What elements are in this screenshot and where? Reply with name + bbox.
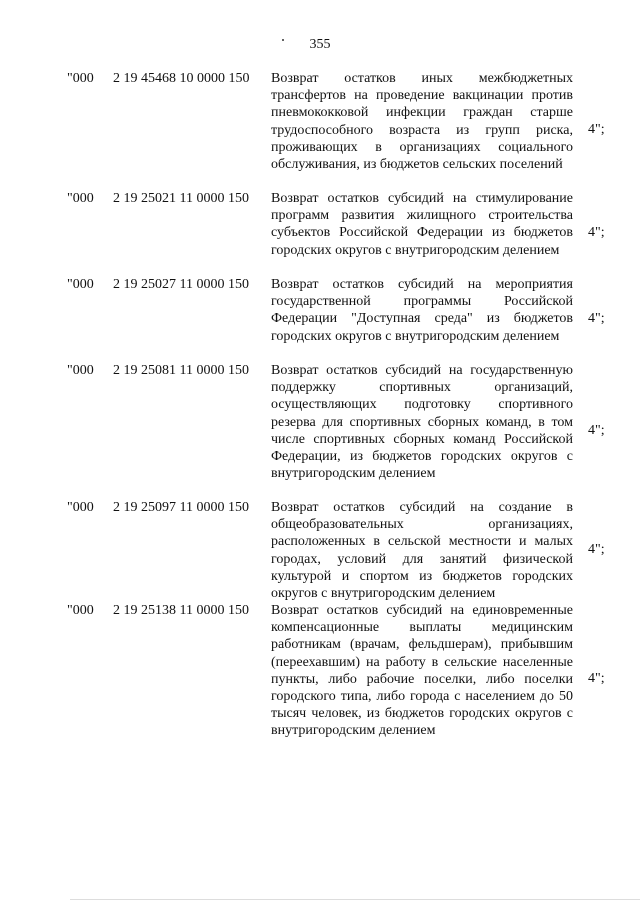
row-suffix: 4"; bbox=[588, 423, 605, 438]
budget-classification-code: 2 19 25081 11 0000 150 bbox=[113, 363, 249, 378]
row-description: Возврат остатков иных межбюджетных трансфертов на проведение вакцинации против пневмококковой инфекции граждан старше трудоспособного возраста из групп риска, проживающих в организациях социального обслуживания, из бюджетов сельских поселений bbox=[271, 71, 573, 173]
budget-classification-code: 2 19 25097 11 0000 150 bbox=[113, 500, 249, 515]
row-suffix: 4"; bbox=[588, 225, 605, 240]
row-prefix: "000 bbox=[67, 71, 94, 86]
budget-classification-code: 2 19 25027 11 0000 150 bbox=[113, 277, 249, 292]
row-suffix: 4"; bbox=[588, 122, 605, 137]
row-prefix: "000 bbox=[67, 603, 94, 618]
scan-speck bbox=[282, 39, 284, 41]
table-row bbox=[0, 70, 640, 190]
row-description: Возврат остатков субсидий на государственную поддержку спортивных организаций, осуществляющих подготовку спортивного резерва для спортивных сборных команд, в том числе спортивных сборных команд Российской Федерации, из бюджетов городских округов с внутригородским делением bbox=[271, 363, 573, 482]
row-prefix: "000 bbox=[67, 500, 94, 515]
row-prefix: "000 bbox=[67, 363, 94, 378]
row-description: Возврат остатков субсидий на стимулирование программ развития жилищного строительства субъектов Российской Федерации из бюджетов городских округов с внутригородским делением bbox=[271, 191, 573, 258]
row-suffix: 4"; bbox=[588, 542, 605, 557]
table-row bbox=[0, 362, 640, 499]
table-row bbox=[0, 602, 640, 774]
row-description: Возврат остатков субсидий на создание в общеобразовательных организациях, расположенных в сельской местности и малых городах, условий для занятий физической культурой и спортом из бюджетов городских округов с внутригородским делением bbox=[271, 500, 573, 602]
row-suffix: 4"; bbox=[588, 671, 605, 686]
row-suffix: 4"; bbox=[588, 311, 605, 326]
scan-edge-line bbox=[70, 899, 640, 900]
row-prefix: "000 bbox=[67, 191, 94, 206]
row-description: Возврат остатков субсидий на мероприятия государственной программы Российской Федерации "Доступная среда" из бюджетов городских округов с внутригородским делением bbox=[271, 277, 573, 344]
row-description: Возврат остатков субсидий на единовременные компенсационные выплаты медицинским работникам (врачам, фельдшерам), прибывшим (переехавшим) на работу в сельские населенные пункты, либо рабочие поселки, либо поселки городского типа, либо города с населением до 50 тысяч человек, из бюджетов городских округов с внутригородским делением bbox=[271, 603, 573, 739]
table-row bbox=[0, 190, 640, 276]
table-row bbox=[0, 499, 640, 602]
page-number: 355 bbox=[309, 37, 331, 52]
row-prefix: "000 bbox=[67, 277, 94, 292]
table-row bbox=[0, 276, 640, 362]
budget-classification-code: 2 19 45468 10 0000 150 bbox=[113, 71, 250, 86]
budget-classification-code: 2 19 25138 11 0000 150 bbox=[113, 603, 249, 618]
budget-classification-code: 2 19 25021 11 0000 150 bbox=[113, 191, 249, 206]
budget-code-table bbox=[0, 70, 640, 774]
